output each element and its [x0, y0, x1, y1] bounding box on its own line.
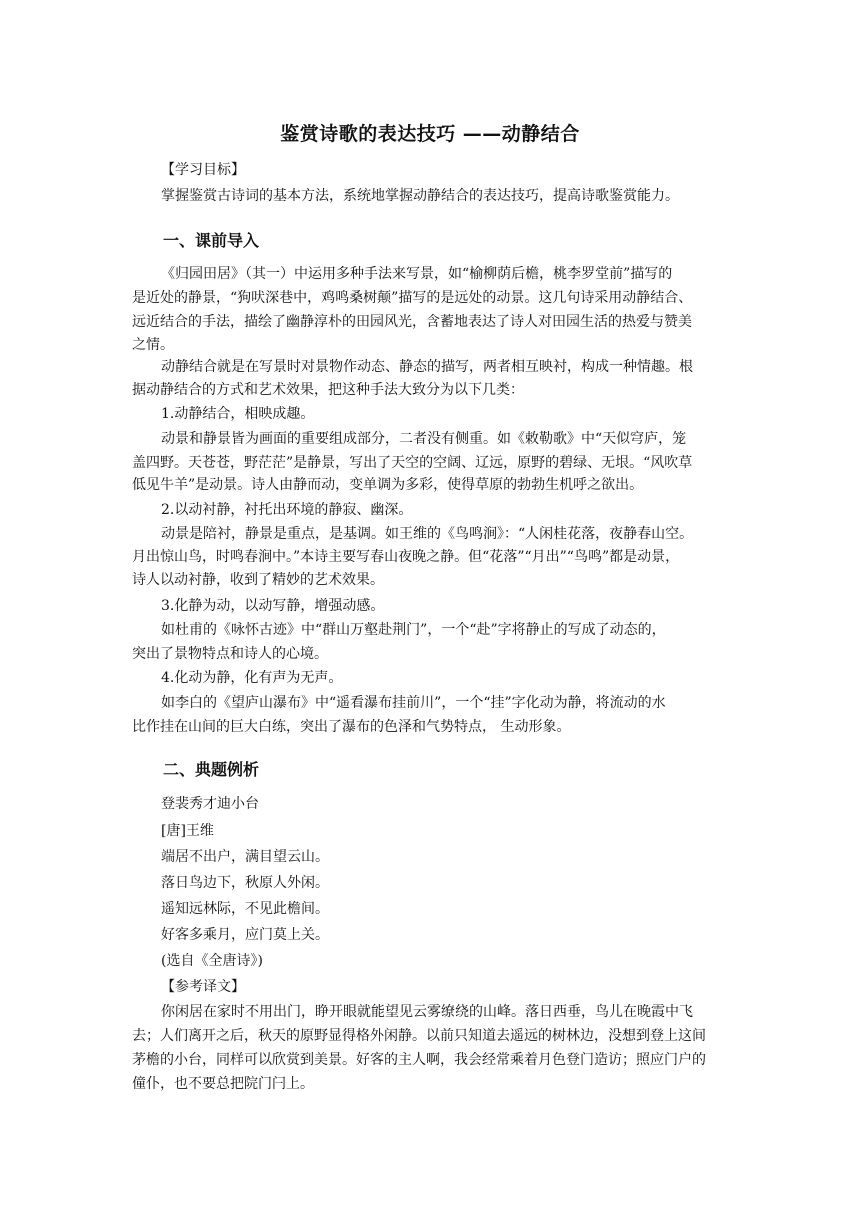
item2-text-line: 动景是陪衬，静景是重点，是基调。如王维的《鸟鸣涧》：“人闲桂花落，夜静春山空。: [161, 526, 694, 542]
item2-heading: 2.以动衬静，衬托出环境的静寂、幽深。: [161, 502, 413, 518]
intro-p2-line: 动静结合就是在写景时对景物作动态、静态的描写，两者相互映衬，构成一种情趣。根: [161, 359, 693, 375]
item3-heading: 3.化静为动，以动写静，增强动感。: [161, 598, 385, 614]
item4-text-line: 如李白的《望庐山瀑布》中“遥看瀑布挂前川”，一个“挂”字化动为静，将流动的水: [161, 695, 666, 711]
translation-line: 僮仆，也不要总把院门闩上。: [132, 1076, 314, 1092]
reference-label: 【参考译文】: [161, 979, 245, 995]
poem-line: 遥知远林际，不见此檐间。: [161, 901, 329, 917]
poem-line: 端居不出户，满目望云山。: [161, 849, 329, 865]
item2-text-line: 月出惊山鸟，时鸣春涧中。”本诗主要写春山夜晚之静。但“花落”“月出”“鸟鸣”都是动景，: [132, 549, 680, 565]
translation-line: 茅檐的小台，同样可以欣赏到美景。好客的主人啊，我会经常乘着月色登门造访；照应门户的: [132, 1052, 706, 1068]
item3-text-line: 如杜甫的《咏怀古迹》中“群山万壑赴荆门”，一个“赴”字将静止的写成了动态的，: [161, 622, 666, 638]
item1-text-line: 盖四野。天苍苍，野茫茫”是静景，写出了天空的空阔、辽远，原野的碧绿、无垠。“风吹草: [132, 455, 693, 471]
section1-heading: 一、课前导入: [163, 231, 260, 250]
poem-title: 登裴秀才迪小台: [161, 796, 259, 812]
objective-text: 掌握鉴赏古诗词的基本方法，系统地掌握动静结合的表达技巧，提高诗歌鉴赏能力。: [161, 188, 679, 204]
objective-label: 【学习目标】: [161, 162, 245, 178]
poem-author: [唐]王维: [161, 823, 214, 839]
translation-line: 去；人们离开之后，秋天的原野显得格外闲静。以前只知道去遥远的树林边，没想到登上这间: [132, 1028, 706, 1044]
item4-heading: 4.化动为静，化有声为无声。: [161, 670, 343, 686]
intro-p1-line: 之情。: [132, 337, 174, 353]
poem-line: 落日鸟边下，秋原人外闲。: [161, 875, 329, 891]
item1-text-line: 低见牛羊”是动景。诗人由静而动，变单调为多彩，使得草原的勃勃生机呼之欲出。: [132, 477, 644, 493]
item3-text-line: 突出了景物特点和诗人的心境。: [132, 646, 328, 662]
page-title: 鉴赏诗歌的表达技巧 ——动静结合: [280, 123, 580, 145]
intro-p2-line: 据动静结合的方式和艺术效果，把这种手法大致分为以下几类：: [132, 382, 524, 398]
intro-p1-line: 是近处的静景，“狗吠深巷中，鸡鸣桑树颠”描写的是远处的动景。这几句诗采用动静结合、: [132, 290, 693, 306]
translation-line: 你闲居在家时不用出门，睁开眼就能望见云雾缭绕的山峰。落日西垂，鸟儿在晚霞中飞: [161, 1004, 693, 1020]
poem-line: 好客多乘月，应门莫上关。: [161, 927, 329, 943]
item1-heading: 1.动静结合，相映成趣。: [161, 406, 315, 422]
poem-source: (选自《全唐诗》): [161, 953, 263, 969]
section2-heading: 二、典题例析: [163, 760, 260, 779]
item4-text-line: 比作挂在山间的巨大白练，突出了瀑布的色泽和气势特点， 生动形象。: [132, 719, 571, 735]
intro-p1-line: 远近结合的手法，描绘了幽静淳朴的田园风光，含蓄地表达了诗人对田园生活的热爱与赞美: [132, 314, 692, 330]
item2-text-line: 诗人以动衬静，收到了精妙的艺术效果。: [132, 572, 384, 588]
intro-p1-line: 《归园田居》（其一）中运用多种手法来写景，如“榆柳荫后檐，桃李罗堂前”描写的: [161, 266, 673, 282]
item1-text-line: 动景和静景皆为画面的重要组成部分，二者没有侧重。如《敕勒歌》中“天似穹庐，笼: [161, 431, 687, 447]
